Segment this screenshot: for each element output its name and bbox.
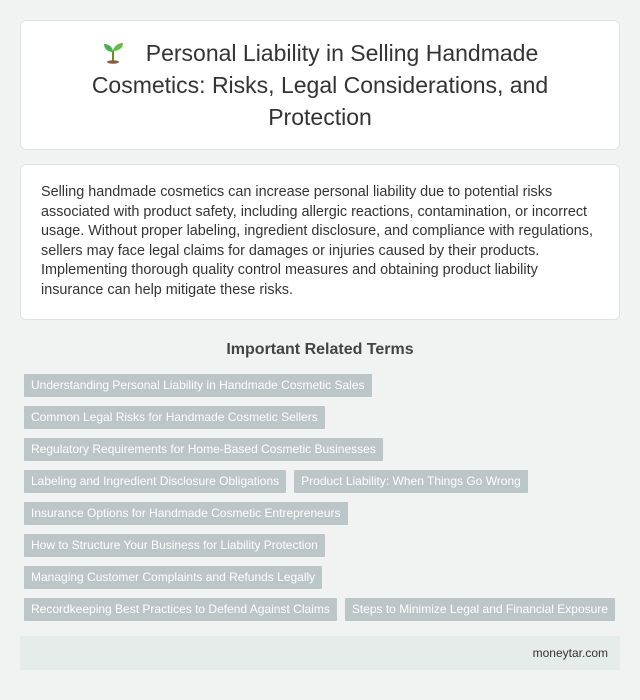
related-term-tag[interactable]: Regulatory Requirements for Home-Based Cosmetic Businesses <box>24 438 383 461</box>
related-term-tag[interactable]: Insurance Options for Handmade Cosmetic Entrepreneurs <box>24 502 348 525</box>
footer-site-name[interactable]: moneytar.com <box>532 646 608 660</box>
related-term-tag[interactable]: Common Legal Risks for Handmade Cosmetic Sellers <box>24 406 325 429</box>
related-terms-heading: Important Related Terms <box>226 341 414 358</box>
related-term-tag[interactable]: Understanding Personal Liability in Handmade Cosmetic Sales <box>24 374 372 397</box>
related-term-tag[interactable]: Product Liability: When Things Go Wrong <box>294 470 528 493</box>
title-card <box>20 20 620 150</box>
summary-text: Selling handmade cosmetics can increase personal liability due to potential risks associated with product safety, including allergic reactions, contamination, or incorrect usage. Without proper labeling, ingredient disclosure, and compliance with regulations, sellers may face legal claims for damages or injuries caused by their products. Implementing thorough quality control measures and obtaining product liability insurance can help mitigate these risks. <box>41 184 593 298</box>
page-title-text: Personal Liability in Selling Handmade Cosmetics: Risks, Legal Considerations, and Protection <box>91 40 549 130</box>
page-title <box>61 37 579 133</box>
related-term-tag[interactable]: Steps to Minimize Legal and Financial Exposure <box>345 598 615 621</box>
related-term-tag[interactable]: Managing Customer Complaints and Refunds Legally <box>24 566 322 589</box>
summary-card <box>20 164 620 320</box>
sprout-icon <box>102 40 124 64</box>
related-term-tag[interactable]: Recordkeeping Best Practices to Defend Against Claims <box>24 598 337 621</box>
site-footer <box>20 636 620 670</box>
related-term-tag[interactable]: How to Structure Your Business for Liability Protection <box>24 534 325 557</box>
related-terms-list <box>20 374 620 621</box>
related-term-tag[interactable]: Labeling and Ingredient Disclosure Obligations <box>24 470 286 493</box>
